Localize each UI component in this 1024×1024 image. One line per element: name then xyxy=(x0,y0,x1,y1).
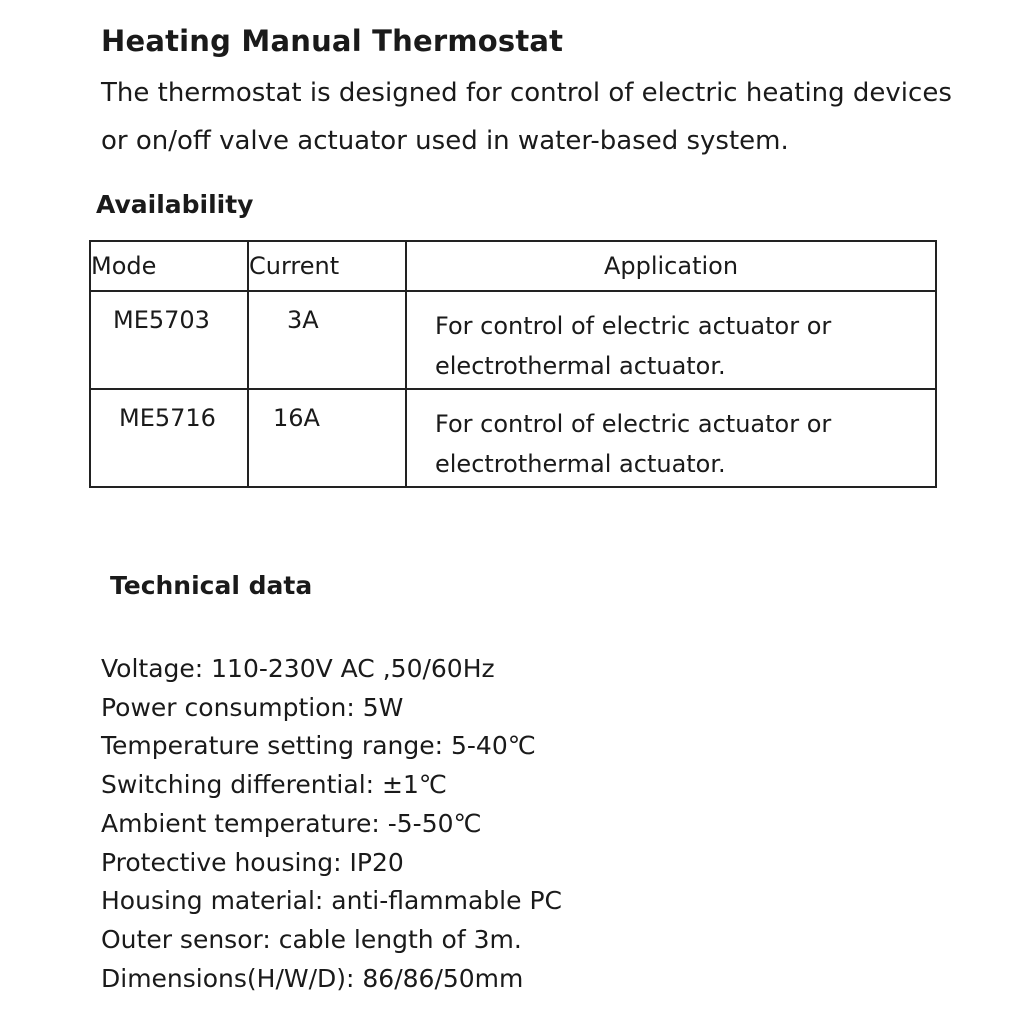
application-line-1: For control of electric actuator or xyxy=(435,312,832,340)
spec-protective-housing: Protective housing: IP20 xyxy=(101,847,404,877)
mode-cell: ME5703 xyxy=(90,291,248,389)
intro-line-2: or on/off valve actuator used in water-based system. xyxy=(101,126,789,156)
technical-spec-list xyxy=(101,650,562,998)
table-row xyxy=(90,291,936,389)
application-cell xyxy=(406,389,936,487)
table-header-row xyxy=(90,241,936,291)
table-row xyxy=(90,389,936,487)
spec-dimensions: Dimensions(H/W/D): 86/86/50mm xyxy=(101,963,524,993)
spec-power-consumption: Power consumption: 5W xyxy=(101,692,404,722)
spec-outer-sensor: Outer sensor: cable length of 3m. xyxy=(101,924,522,954)
spec-ambient-temperature: Ambient temperature: -5-50℃ xyxy=(101,808,482,838)
technical-data-heading: Technical data xyxy=(110,571,313,600)
column-header-current: Current xyxy=(248,241,406,291)
document-title: Heating Manual Thermostat xyxy=(101,24,564,58)
column-header-application: Application xyxy=(406,241,936,291)
spec-switching-differential: Switching differential: ±1℃ xyxy=(101,770,447,800)
spec-voltage: Voltage: 110-230V AC ,50/60Hz xyxy=(101,654,495,683)
spec-temperature-range: Temperature setting range: 5-40℃ xyxy=(101,731,536,761)
current-cell: 16A xyxy=(248,389,406,487)
column-header-mode: Mode xyxy=(90,241,248,291)
application-line-1: For control of electric actuator or xyxy=(435,410,832,438)
availability-table xyxy=(89,240,937,488)
current-cell: 3A xyxy=(248,291,406,389)
mode-cell: ME5716 xyxy=(90,389,248,487)
intro-line-1: The thermostat is designed for control of electric heating devices xyxy=(101,78,952,108)
spec-housing-material: Housing material: anti-flammable PC xyxy=(101,886,562,916)
application-line-2: electrothermal actuator. xyxy=(435,450,726,478)
application-line-2: electrothermal actuator. xyxy=(435,352,726,380)
application-cell xyxy=(406,291,936,389)
availability-heading: Availability xyxy=(96,190,254,219)
